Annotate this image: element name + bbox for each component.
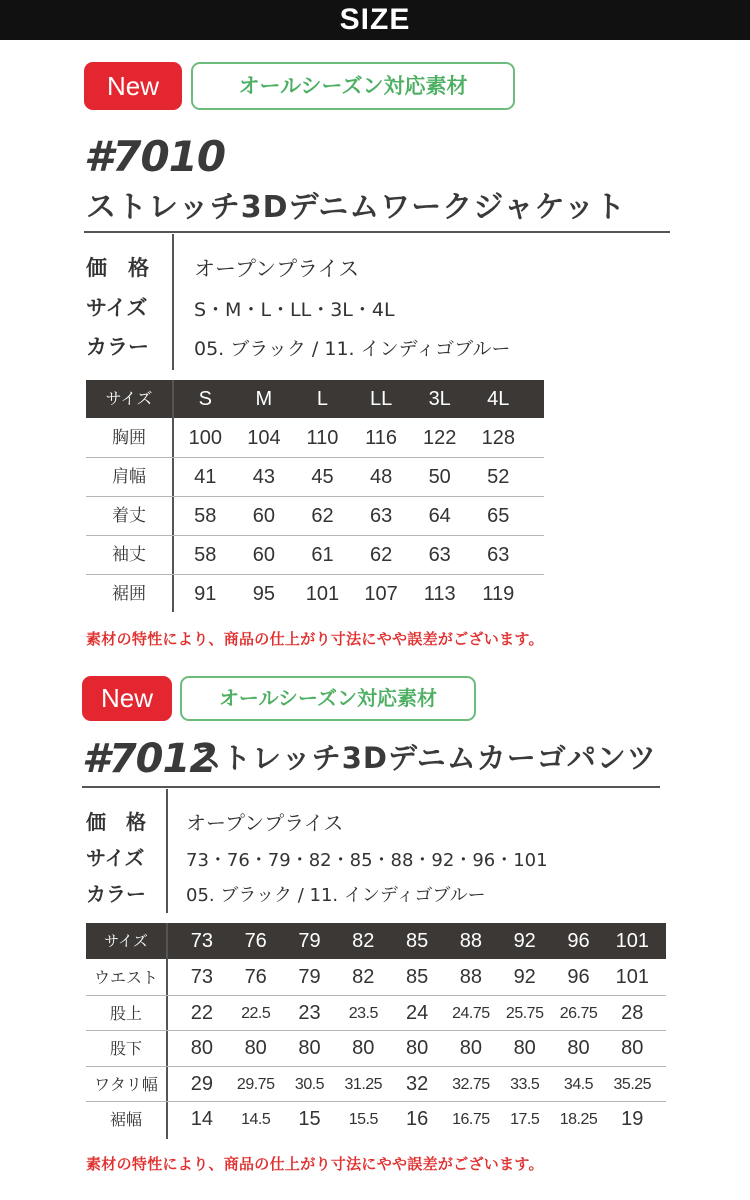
table-cell: 24: [405, 1001, 429, 1024]
price-label: 価 格: [86, 256, 149, 280]
table-cell: 62: [311, 505, 334, 527]
dimension-note: 素材の特性により、商品の仕上がり寸法にやや誤差がございます。: [86, 630, 544, 648]
table-cell: 110: [306, 427, 339, 449]
table-cell: 63: [428, 544, 451, 566]
table-cell: 60: [252, 544, 276, 566]
table-cell: 35.25: [613, 1075, 652, 1093]
new-badge: New: [82, 676, 172, 721]
table-cell: 48: [369, 466, 393, 488]
table-cell: 91: [194, 583, 217, 605]
table-cell: 24.75: [452, 1004, 490, 1022]
color-label: カラー: [86, 882, 146, 906]
table-header-cell: 88: [459, 930, 483, 952]
table-cell: 58: [194, 544, 217, 566]
table-cell: 95: [252, 583, 276, 605]
table-header-cell: S: [198, 388, 212, 410]
table-cell: 22: [190, 1001, 214, 1024]
table-cell: 33.5: [510, 1075, 540, 1093]
table-header-label: サイズ: [104, 932, 148, 950]
table-cell: 80: [459, 1037, 483, 1060]
table-row-label: 股下: [109, 1039, 142, 1059]
table-header-cell: 79: [298, 930, 321, 952]
table-cell: 79: [298, 966, 321, 988]
table-header-cell: 73: [190, 930, 214, 952]
table-cell: 61: [311, 544, 334, 566]
color-value: 05. ブラック / 11. インディゴブルー: [186, 885, 486, 906]
table-row-label: 裾幅: [109, 1110, 142, 1130]
dimension-note: 素材の特性により、商品の仕上がり寸法にやや誤差がございます。: [86, 1155, 544, 1173]
table-cell: 45: [311, 466, 334, 488]
table-cell: 73: [190, 966, 214, 988]
table-cell: 60: [252, 505, 276, 527]
price-value: オープンプライス: [186, 811, 344, 835]
table-cell: 19: [621, 1108, 644, 1131]
table-row-label: 袖丈: [112, 545, 146, 565]
new-badge: New: [84, 62, 182, 110]
product-name: ストレッチ3Dデニムワークジャケット: [86, 190, 627, 225]
table-cell: 15.5: [348, 1111, 378, 1129]
table-cell: 128: [481, 427, 515, 449]
table-cell: 96: [567, 966, 590, 988]
table-cell: 80: [190, 1037, 214, 1060]
title-divider: [82, 786, 660, 788]
spec-divider: [172, 234, 174, 370]
table-row-label: 裾囲: [112, 584, 146, 604]
table-cell: 14.5: [241, 1111, 271, 1129]
table-cell: 52: [487, 466, 510, 488]
table-cell: 31.25: [344, 1075, 383, 1093]
title-divider: [84, 231, 670, 233]
table-cell: 14: [190, 1108, 214, 1131]
table-cell: 88: [459, 966, 483, 988]
spec-divider: [166, 789, 168, 913]
table-row-label: 胸囲: [112, 428, 146, 448]
table-cell: 76: [244, 966, 267, 988]
table-row-label: 着丈: [112, 506, 146, 526]
table-header-cell: M: [255, 388, 273, 410]
table-cell: 18.25: [559, 1111, 598, 1129]
table-cell: 92: [513, 966, 536, 988]
table-cell: 107: [364, 583, 398, 605]
table-cell: 26.75: [559, 1004, 598, 1022]
table-cell: 16: [405, 1108, 429, 1131]
table-cell: 80: [621, 1037, 644, 1060]
table-cell: 80: [352, 1037, 375, 1060]
table-cell: 101: [305, 583, 340, 605]
table-header-label: サイズ: [105, 389, 153, 408]
table-header-cell: 101: [615, 930, 649, 952]
model-number: #7010: [84, 132, 226, 181]
table-cell: 116: [365, 427, 398, 449]
table-header-cell: 96: [567, 930, 590, 952]
all-season-badge: オールシーズン対応素材: [191, 62, 515, 110]
table-cell: 65: [487, 505, 510, 527]
price-label: 価 格: [86, 810, 146, 834]
table-cell: 80: [567, 1037, 590, 1060]
table-cell: 62: [369, 544, 393, 566]
color-label: カラー: [86, 335, 149, 359]
model-number: #7012: [82, 736, 217, 782]
product-name: ストレッチ3Dデニムカーゴパンツ: [192, 741, 657, 775]
table-cell: 30.5: [294, 1075, 325, 1093]
table-header-cell: 3L: [428, 388, 451, 410]
all-season-badge: オールシーズン対応素材: [180, 676, 476, 721]
table-cell: 64: [428, 505, 451, 527]
table-cell: 101: [615, 966, 649, 988]
table-header-cell: 85: [405, 930, 429, 952]
table-cell: 80: [513, 1037, 536, 1060]
table-cell: 80: [298, 1037, 321, 1060]
table-row-label: 股上: [109, 1003, 142, 1023]
table-cell: 41: [194, 466, 217, 488]
table-cell: 23.5: [348, 1004, 378, 1022]
table-header-cell: 76: [244, 930, 267, 952]
table-cell: 17.5: [510, 1111, 540, 1129]
table-cell: 32.75: [452, 1075, 490, 1093]
table-cell: 100: [188, 427, 222, 449]
table-cell: 80: [405, 1037, 429, 1060]
table-cell: 29.75: [236, 1075, 275, 1093]
table-cell: 122: [423, 427, 457, 449]
table-cell: 82: [352, 966, 375, 988]
table-cell: 63: [369, 505, 393, 527]
table-cell: 22.5: [241, 1004, 271, 1022]
size-label: サイズ: [86, 846, 145, 870]
table-cell: 16.75: [452, 1111, 490, 1129]
table-cell: 63: [487, 544, 510, 566]
table-cell: 119: [482, 583, 515, 605]
size-value: S・M・L・LL・3L・4L: [194, 299, 395, 321]
table-cell: 15: [298, 1108, 321, 1131]
color-value: 05. ブラック / 11. インディゴブルー: [194, 338, 511, 360]
page-title: SIZE: [339, 3, 411, 36]
table-row-label: 肩幅: [112, 467, 146, 487]
table-cell: 80: [244, 1037, 267, 1060]
table-header-cell: 92: [513, 930, 536, 952]
table-cell: 34.5: [563, 1075, 594, 1093]
table-cell: 50: [428, 466, 451, 488]
table-header-cell: LL: [369, 388, 393, 410]
size-value: 73・76・79・82・85・88・92・96・101: [186, 850, 548, 871]
table-cell: 23: [298, 1001, 321, 1024]
size-label: サイズ: [86, 296, 148, 320]
table-cell: 28: [621, 1001, 644, 1024]
price-value: オープンプライス: [194, 257, 360, 281]
table-cell: 85: [405, 966, 429, 988]
table-row-label: ウエスト: [93, 968, 158, 987]
table-row-label: ワタリ幅: [94, 1074, 158, 1094]
table-cell: 58: [194, 505, 217, 527]
table-cell: 113: [423, 583, 456, 605]
table-cell: 29: [190, 1072, 214, 1095]
table-cell: 25.75: [505, 1004, 544, 1022]
table-cell: 104: [247, 427, 281, 449]
table-header-cell: 82: [352, 930, 375, 952]
table-cell: 43: [252, 466, 276, 488]
table-header-cell: L: [316, 388, 329, 410]
table-header-cell: 4L: [487, 388, 510, 410]
table-cell: 32: [405, 1072, 429, 1095]
